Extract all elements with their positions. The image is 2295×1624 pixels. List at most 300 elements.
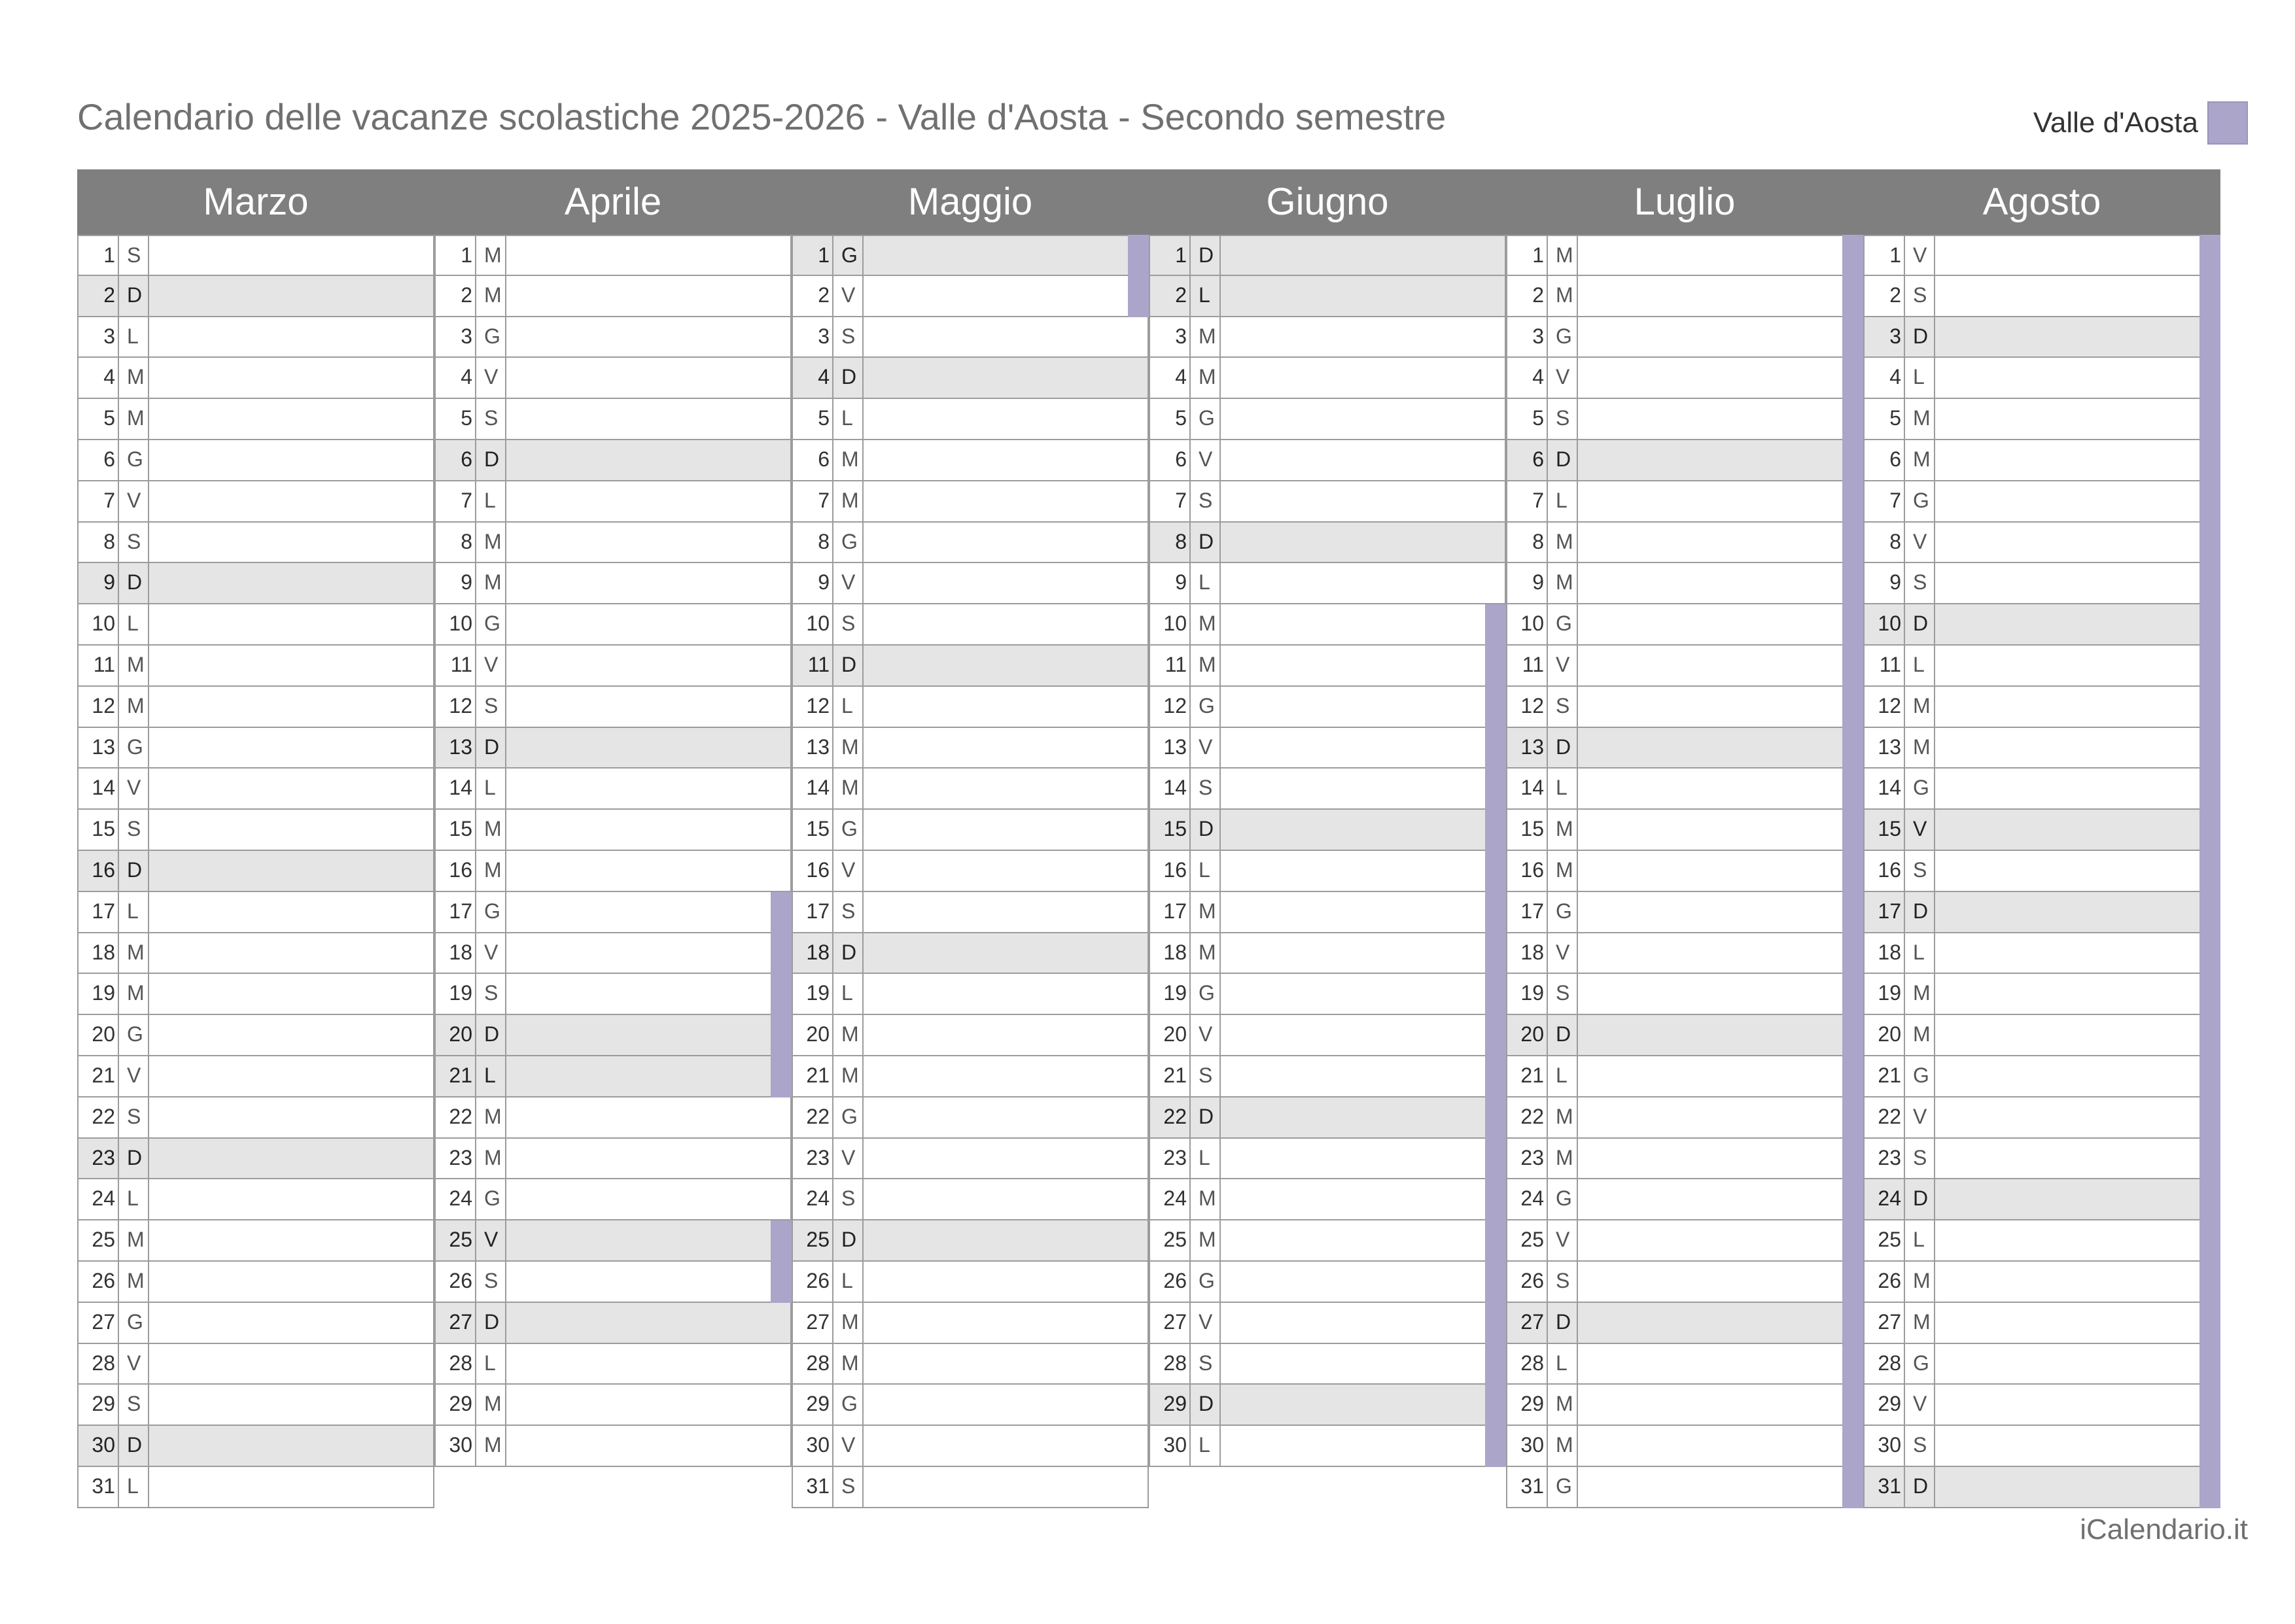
day-number: 18: [1150, 933, 1191, 973]
weekday-letter: D: [835, 646, 864, 685]
day-row: [792, 1056, 1149, 1097]
day-row: [1506, 810, 1863, 851]
day-row: [77, 1467, 434, 1508]
day-number: 26: [793, 1262, 833, 1302]
day-row: [1149, 974, 1506, 1015]
day-row: [77, 481, 434, 523]
legend-label: Valle d'Aosta: [2033, 107, 2198, 139]
weekday-letter: S: [120, 1097, 149, 1137]
weekday-letter: G: [120, 1015, 149, 1055]
day-row: [77, 851, 434, 892]
day-row: [77, 1262, 434, 1303]
day-number: 11: [79, 646, 119, 685]
weekday-letter: M: [478, 810, 506, 850]
day-row: [1149, 1426, 1506, 1467]
day-number: 17: [1507, 892, 1548, 932]
day-row: [1863, 1056, 2220, 1097]
day-row: [1149, 769, 1506, 810]
day-row: [1506, 1467, 1863, 1508]
day-row: [1863, 769, 2220, 810]
day-number: 26: [79, 1262, 119, 1302]
weekday-letter: G: [1549, 892, 1578, 932]
day-number: 29: [79, 1385, 119, 1425]
day-number: 4: [1150, 358, 1191, 398]
weekday-letter: M: [120, 687, 149, 727]
site-credit: iCalendario.it: [2080, 1513, 2248, 1546]
weekday-letter: M: [478, 1097, 506, 1137]
day-row: [1863, 1097, 2220, 1139]
day-row: [1506, 1344, 1863, 1385]
weekday-letter: D: [1549, 440, 1578, 480]
day-row: [1149, 892, 1506, 933]
day-row: [1149, 1303, 1506, 1344]
day-number: 31: [79, 1467, 119, 1507]
month-title-luglio: Luglio: [1634, 181, 1736, 223]
month-title-agosto: Agosto: [1982, 181, 2101, 223]
day-row: [1863, 276, 2220, 317]
weekday-letter: V: [1906, 523, 1935, 562]
weekday-letter: L: [1549, 769, 1578, 808]
day-row: [792, 1179, 1149, 1220]
weekday-letter: D: [1192, 236, 1221, 275]
day-row: [792, 399, 1149, 440]
weekday-letter: L: [120, 317, 149, 357]
day-row: [1506, 769, 1863, 810]
day-number: 21: [1865, 1056, 1905, 1096]
holiday-marker: [1128, 235, 1149, 317]
weekday-letter: L: [1906, 933, 1935, 973]
day-number: 25: [79, 1220, 119, 1260]
day-row: [792, 1262, 1149, 1303]
day-number: 21: [79, 1056, 119, 1096]
weekday-letter: V: [1549, 933, 1578, 973]
weekday-letter: L: [120, 1179, 149, 1219]
day-number: 9: [1865, 563, 1905, 603]
day-row: [434, 604, 792, 646]
day-row: [77, 933, 434, 975]
day-number: 8: [1865, 523, 1905, 562]
day-row: [1149, 358, 1506, 399]
weekday-letter: L: [1906, 1220, 1935, 1260]
day-row: [1863, 1426, 2220, 1467]
weekday-letter: M: [1906, 1015, 1935, 1055]
day-number: 17: [1150, 892, 1191, 932]
weekday-letter: S: [120, 810, 149, 850]
day-row: [434, 974, 792, 1015]
day-row: [77, 1426, 434, 1467]
day-row: [1863, 1467, 2220, 1508]
day-number: 8: [1150, 523, 1191, 562]
day-number: 7: [436, 481, 476, 521]
day-number: 13: [793, 728, 833, 768]
weekday-letter: D: [1192, 523, 1221, 562]
day-number: 13: [436, 728, 476, 768]
weekday-letter: M: [478, 1385, 506, 1425]
weekday-letter: D: [478, 440, 506, 480]
weekday-letter: M: [835, 728, 864, 768]
day-number: 27: [1865, 1303, 1905, 1343]
day-row: [77, 1097, 434, 1139]
weekday-letter: L: [835, 687, 864, 727]
weekday-letter: S: [1906, 563, 1935, 603]
day-row: [434, 563, 792, 604]
weekday-letter: L: [1192, 276, 1221, 316]
weekday-letter: M: [1906, 1262, 1935, 1302]
day-number: 10: [436, 604, 476, 644]
day-row: [1149, 687, 1506, 728]
weekday-letter: M: [1906, 728, 1935, 768]
day-number: 1: [1865, 236, 1905, 275]
day-row: [792, 892, 1149, 933]
day-row: [1863, 1344, 2220, 1385]
day-number: 2: [1507, 276, 1548, 316]
day-number: 12: [1150, 687, 1191, 727]
day-number: 1: [1150, 236, 1191, 275]
day-number: 16: [793, 851, 833, 891]
day-row: [434, 317, 792, 358]
weekday-letter: M: [835, 1015, 864, 1055]
day-row: [1149, 481, 1506, 523]
day-number: 4: [1865, 358, 1905, 398]
day-row: [1506, 1015, 1863, 1056]
day-row: [434, 1056, 792, 1097]
day-number: 20: [1150, 1015, 1191, 1055]
day-number: 2: [436, 276, 476, 316]
day-number: 27: [436, 1303, 476, 1343]
day-number: 13: [79, 728, 119, 768]
weekday-letter: V: [1192, 440, 1221, 480]
weekday-letter: V: [835, 563, 864, 603]
day-number: 30: [793, 1426, 833, 1466]
day-row: [1149, 1262, 1506, 1303]
weekday-letter: G: [1906, 1056, 1935, 1096]
weekday-letter: S: [1192, 481, 1221, 521]
day-row: [1506, 1179, 1863, 1220]
day-number: 5: [436, 399, 476, 439]
day-row: [434, 769, 792, 810]
day-number: 15: [1865, 810, 1905, 850]
day-number: 31: [793, 1467, 833, 1507]
day-row: [77, 687, 434, 728]
weekday-letter: S: [835, 1179, 864, 1219]
legend-swatch: [2207, 101, 2248, 145]
weekday-letter: L: [120, 604, 149, 644]
day-number: 14: [436, 769, 476, 808]
day-row: [77, 728, 434, 769]
day-number: 16: [1150, 851, 1191, 891]
day-row: [1506, 276, 1863, 317]
day-number: 15: [79, 810, 119, 850]
day-row: [1506, 563, 1863, 604]
weekday-letter: S: [120, 523, 149, 562]
day-number: 5: [793, 399, 833, 439]
day-number: 12: [436, 687, 476, 727]
day-number: 23: [1150, 1139, 1191, 1179]
weekday-letter: M: [1549, 851, 1578, 891]
day-row: [792, 1303, 1149, 1344]
day-row: [77, 646, 434, 687]
day-row: [1863, 1220, 2220, 1262]
day-row: [792, 1139, 1149, 1180]
day-number: 24: [1150, 1179, 1191, 1219]
day-number: 16: [436, 851, 476, 891]
day-row: [1149, 440, 1506, 481]
weekday-letter: S: [1906, 276, 1935, 316]
weekday-letter: L: [478, 1344, 506, 1384]
day-row: [1863, 974, 2220, 1015]
weekday-letter: M: [1192, 604, 1221, 644]
day-number: 19: [793, 974, 833, 1014]
day-row: [77, 1385, 434, 1426]
holiday-marker: [1842, 235, 1863, 1508]
day-number: 23: [793, 1139, 833, 1179]
page-title: Calendario delle vacanze scolastiche 2025-2026 - Valle d'Aosta - Secondo semestre: [77, 96, 1446, 137]
day-number: 11: [436, 646, 476, 685]
day-row: [792, 1097, 1149, 1139]
day-number: 21: [436, 1056, 476, 1096]
weekday-letter: S: [835, 892, 864, 932]
weekday-letter: G: [120, 728, 149, 768]
weekday-letter: V: [478, 933, 506, 973]
day-number: 2: [1865, 276, 1905, 316]
weekday-letter: G: [1192, 399, 1221, 439]
day-row: [1506, 604, 1863, 646]
day-row: [1863, 810, 2220, 851]
weekday-letter: D: [478, 728, 506, 768]
day-number: 17: [793, 892, 833, 932]
weekday-letter: S: [1192, 1056, 1221, 1096]
weekday-letter: M: [120, 1262, 149, 1302]
day-row: [792, 1344, 1149, 1385]
weekday-letter: S: [1549, 399, 1578, 439]
weekday-letter: S: [835, 317, 864, 357]
day-row: [1149, 276, 1506, 317]
day-row: [1863, 1303, 2220, 1344]
weekday-letter: M: [1549, 1426, 1578, 1466]
day-row: [1863, 235, 2220, 276]
weekday-letter: D: [1192, 1385, 1221, 1425]
day-number: 18: [436, 933, 476, 973]
day-row: [434, 276, 792, 317]
weekday-letter: M: [120, 1220, 149, 1260]
day-row: [792, 235, 1149, 276]
weekday-letter: M: [835, 440, 864, 480]
day-row: [434, 358, 792, 399]
weekday-letter: S: [1906, 851, 1935, 891]
day-number: 25: [1150, 1220, 1191, 1260]
day-number: 11: [1150, 646, 1191, 685]
day-row: [1149, 235, 1506, 276]
weekday-letter: D: [1549, 1015, 1578, 1055]
day-number: 5: [1865, 399, 1905, 439]
day-row: [1863, 1015, 2220, 1056]
weekday-letter: V: [120, 481, 149, 521]
weekday-letter: V: [835, 851, 864, 891]
day-row: [1506, 317, 1863, 358]
day-number: 4: [79, 358, 119, 398]
day-number: 30: [1150, 1426, 1191, 1466]
day-number: 9: [1507, 563, 1548, 603]
day-number: 6: [1865, 440, 1905, 480]
weekday-letter: S: [1549, 687, 1578, 727]
day-number: 23: [1507, 1139, 1548, 1179]
weekday-letter: D: [1549, 1303, 1578, 1343]
day-number: 21: [1507, 1056, 1548, 1096]
day-number: 25: [436, 1220, 476, 1260]
weekday-letter: G: [478, 892, 506, 932]
day-row: [77, 276, 434, 317]
day-row: [1149, 728, 1506, 769]
day-number: 20: [436, 1015, 476, 1055]
day-row: [792, 933, 1149, 975]
weekday-letter: V: [1192, 1303, 1221, 1343]
weekday-letter: M: [835, 1056, 864, 1096]
day-number: 31: [1507, 1467, 1548, 1507]
weekday-letter: S: [1192, 769, 1221, 808]
day-number: 24: [436, 1179, 476, 1219]
weekday-letter: G: [1192, 974, 1221, 1014]
day-row: [1863, 563, 2220, 604]
weekday-letter: L: [835, 1262, 864, 1302]
weekday-letter: M: [1192, 892, 1221, 932]
day-row: [792, 728, 1149, 769]
day-row: [77, 810, 434, 851]
weekday-letter: D: [835, 1220, 864, 1260]
day-row: [1506, 974, 1863, 1015]
day-row: [1506, 1056, 1863, 1097]
day-row: [77, 1344, 434, 1385]
weekday-letter: L: [478, 769, 506, 808]
day-number: 11: [1865, 646, 1905, 685]
day-row: [1863, 523, 2220, 564]
day-number: 21: [1150, 1056, 1191, 1096]
weekday-letter: M: [1906, 1303, 1935, 1343]
weekday-letter: G: [1906, 769, 1935, 808]
day-number: 9: [1150, 563, 1191, 603]
weekday-letter: D: [1906, 604, 1935, 644]
day-number: 29: [436, 1385, 476, 1425]
day-row: [1863, 317, 2220, 358]
weekday-letter: G: [120, 440, 149, 480]
weekday-letter: M: [1906, 399, 1935, 439]
day-number: 30: [436, 1426, 476, 1466]
day-row: [1149, 1097, 1506, 1139]
day-row: [1863, 358, 2220, 399]
day-number: 2: [793, 276, 833, 316]
day-row: [1506, 1262, 1863, 1303]
day-number: 3: [436, 317, 476, 357]
weekday-letter: G: [835, 1385, 864, 1425]
day-row: [792, 687, 1149, 728]
day-row: [792, 1385, 1149, 1426]
day-number: 22: [1507, 1097, 1548, 1137]
day-row: [792, 358, 1149, 399]
weekday-letter: G: [835, 810, 864, 850]
weekday-letter: G: [1549, 1179, 1578, 1219]
weekday-letter: L: [478, 481, 506, 521]
day-number: 6: [79, 440, 119, 480]
weekday-letter: S: [478, 974, 506, 1014]
day-row: [434, 1220, 792, 1262]
weekday-letter: D: [1906, 892, 1935, 932]
weekday-letter: M: [1549, 1385, 1578, 1425]
day-row: [434, 235, 792, 276]
day-row: [1863, 481, 2220, 523]
weekday-letter: M: [478, 523, 506, 562]
day-row: [1506, 728, 1863, 769]
day-row: [1863, 1385, 2220, 1426]
day-number: 10: [1507, 604, 1548, 644]
day-number: 27: [79, 1303, 119, 1343]
day-number: 7: [1507, 481, 1548, 521]
day-number: 12: [79, 687, 119, 727]
weekday-letter: D: [835, 933, 864, 973]
day-row: [434, 523, 792, 564]
day-row: [434, 1385, 792, 1426]
day-number: 9: [79, 563, 119, 603]
weekday-letter: M: [835, 1303, 864, 1343]
day-number: 1: [436, 236, 476, 275]
day-number: 3: [1507, 317, 1548, 357]
weekday-letter: M: [1906, 974, 1935, 1014]
weekday-letter: S: [1549, 974, 1578, 1014]
day-row: [1506, 358, 1863, 399]
day-row: [1863, 646, 2220, 687]
weekday-letter: G: [1192, 687, 1221, 727]
day-row: [1863, 851, 2220, 892]
day-row: [1863, 1139, 2220, 1180]
day-number: 12: [1865, 687, 1905, 727]
day-row: [1506, 1139, 1863, 1180]
day-row: [77, 1056, 434, 1097]
weekday-letter: M: [1192, 1179, 1221, 1219]
day-row: [1506, 687, 1863, 728]
weekday-letter: V: [835, 276, 864, 316]
day-row: [1506, 523, 1863, 564]
day-row: [792, 563, 1149, 604]
day-row: [77, 523, 434, 564]
day-number: 8: [793, 523, 833, 562]
day-number: 26: [1150, 1262, 1191, 1302]
weekday-letter: G: [478, 317, 506, 357]
day-row: [77, 317, 434, 358]
day-row: [1149, 1139, 1506, 1180]
weekday-letter: D: [120, 851, 149, 891]
weekday-letter: M: [1192, 646, 1221, 685]
day-row: [77, 399, 434, 440]
weekday-letter: L: [1192, 563, 1221, 603]
day-row: [1863, 1179, 2220, 1220]
day-number: 7: [79, 481, 119, 521]
weekday-letter: L: [1549, 1056, 1578, 1096]
day-number: 22: [1865, 1097, 1905, 1137]
day-number: 2: [79, 276, 119, 316]
weekday-letter: V: [120, 1056, 149, 1096]
holiday-marker: [771, 892, 792, 1097]
weekday-letter: M: [1906, 687, 1935, 727]
day-number: 7: [793, 481, 833, 521]
weekday-letter: S: [120, 236, 149, 275]
day-row: [1863, 1262, 2220, 1303]
month-title-aprile: Aprile: [564, 181, 662, 223]
day-row: [1506, 646, 1863, 687]
day-row: [792, 769, 1149, 810]
day-row: [792, 810, 1149, 851]
day-row: [434, 1015, 792, 1056]
day-number: 25: [1507, 1220, 1548, 1260]
weekday-letter: D: [1549, 728, 1578, 768]
day-number: 15: [436, 810, 476, 850]
